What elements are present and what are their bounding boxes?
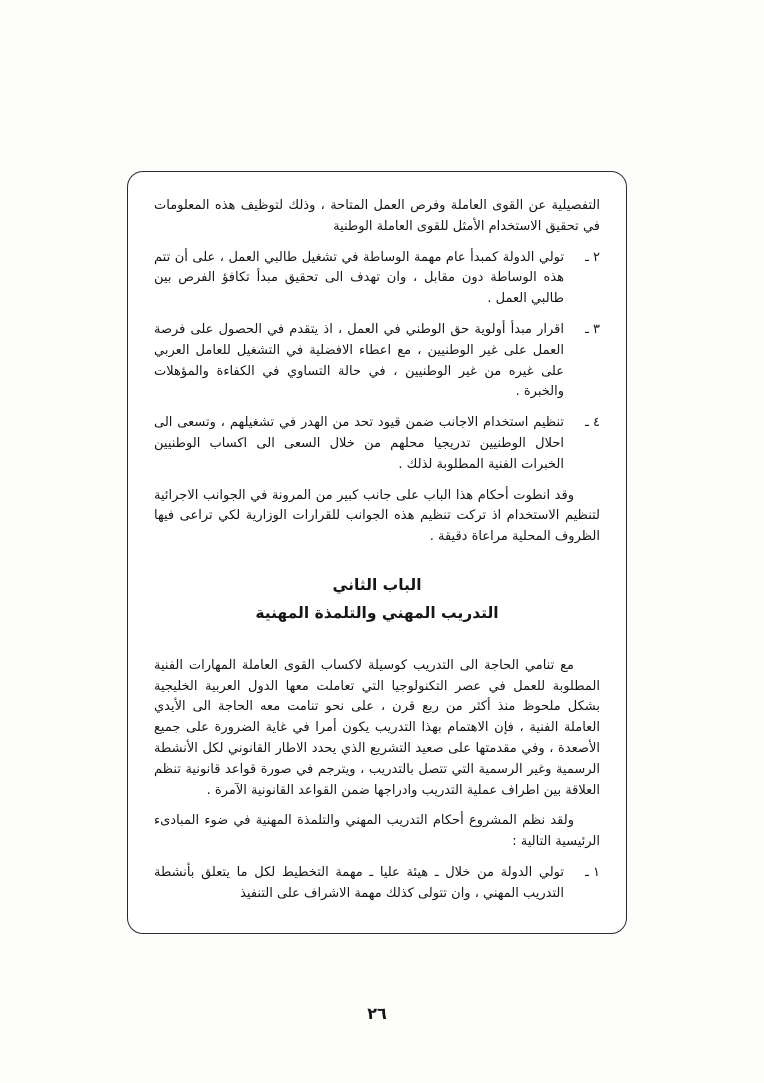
chapter-title-line1: الباب الثاني xyxy=(332,575,422,594)
item-text: تنظيم استخدام الاجانب ضمن قيود تحد من الهدر في تشغيلهم ، وتسعى الى احلال الوطنيين تدريجيا محلهم من خلال السعى الى اكساب الوطنيين الخبرات الفنية المطلوبة لذلك . xyxy=(154,415,564,472)
item-number: ٤ ـ xyxy=(585,415,600,431)
page-number: ٢٦ xyxy=(367,1004,387,1023)
body-paragraph: مع تنامي الحاجة الى التدريب كوسيلة لاكساب القوى العاملة المهارات الفنية المطلوبة للعمل في عصر التكنولوجيا التي تعاملت معها الدول العربية الخليجية بشكل ملحوظ منذ أكثر من ربع قرن ، على نحو تنامت معه الحاجة الى الأيدي العاملة الفنية ، فإن الاهتمام بهذا التدريب يكون أمرا في غاية الضرورة على جميع الأصعدة ، وفي مقدمتها على صعيد التشريع الذي يحدد الاطار القانوني لكل الأنشطة الرسمية وغير الرسمية التي تتصل بالتدريب ، ويترجم في صورة قواعد قانونية تنظم العلاقة بين اطراف عملية التدريب وادراجها ضمن القواعد القانونية الآمرة . xyxy=(154,657,600,798)
item-text: تولي الدولة من خلال ـ هيئة عليا ـ مهمة التخطيط لكل ما يتعلق بأنشطة التدريب المهني ، وان تتولى كذلك مهمة الاشراف على التنفيذ xyxy=(154,864,564,901)
document-page-frame xyxy=(127,171,627,934)
item-text: تولي الدولة كمبدأ عام مهمة الوساطة في تشغيل طالبي العمل ، على أن تتم هذه الوساطة دون مقابل ، وان تهدف الى تحقيق مبدأ تكافؤ الفرص بين طالبي العمل . xyxy=(154,249,564,307)
item-text: اقرار مبدأ أولوية حق الوطني في العمل ، اذ يتقدم في الحصول على فرصة العمل على غير الوطنيين ، مع اعطاء الافضلية في التشغيل للعامل العربي على غيره من غير الوطنيين ، في حالة التساوي في الكفاءة والمؤهلات والخبرة . xyxy=(154,321,564,400)
chapter-title-line2: التدريب المهني والتلمذة المهنية xyxy=(255,603,499,622)
numbered-item-2 xyxy=(154,248,600,310)
lead-paragraph: ولقد نظم المشروع أحكام التدريب المهني والتلمذة المهنية في ضوء المبادىء الرئيسية التالية : xyxy=(154,813,600,850)
numbered-item-3 xyxy=(154,320,600,403)
chapter-heading xyxy=(154,572,600,628)
item-number: ٢ ـ xyxy=(585,249,600,265)
intro-continuation-paragraph: التفصيلية عن القوى العاملة وفرص العمل المتاحة ، وذلك لتوظيف هذه المعلومات في تحقيق الاستخدام الأمثل للقوى العاملة الوطنية xyxy=(154,198,600,234)
item-number: ٣ ـ xyxy=(585,321,600,337)
closing-paragraph: وقد انطوت أحكام هذا الباب على جانب كبير من المرونة في الجوانب الاجرائية لتنظيم الاستخدام اذ تركت تنظيم هذه الجوانب للقرارات الوزارية لكي تراعى فيها الظروف المحلية مراعاة دقيقة . xyxy=(154,487,600,545)
numbered-item-4 xyxy=(154,413,600,475)
item-number: ١ ـ xyxy=(585,864,600,880)
numbered-item-1 xyxy=(154,863,600,905)
page-content xyxy=(128,172,626,933)
